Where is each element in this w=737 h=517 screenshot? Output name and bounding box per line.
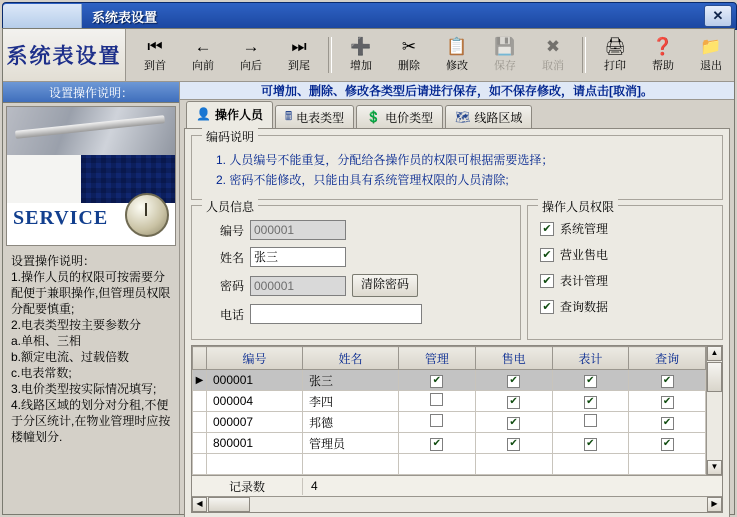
permission-label: 营业售电: [560, 248, 609, 262]
banner-title: 系统表设置: [6, 44, 122, 68]
checkbox-icon[interactable]: [430, 393, 443, 406]
toolbar-button-add[interactable]: [338, 30, 384, 80]
toolbar-button-delete[interactable]: [386, 30, 432, 80]
notice-bar: 可增加、删除、修改各类型后请进行保存，如不保存修改，请点击[取消]。: [180, 82, 734, 100]
checkbox-icon[interactable]: ✔: [661, 396, 674, 409]
toolbar-button-modify[interactable]: [434, 30, 480, 80]
table-row[interactable]: [193, 370, 706, 391]
plus-icon: ➕: [350, 36, 372, 56]
money-icon: 💲: [366, 110, 382, 124]
cell-code: 000001: [207, 370, 303, 391]
cell-query[interactable]: [629, 433, 706, 454]
column-header-name[interactable]: 姓名: [303, 347, 399, 370]
column-header-manage[interactable]: 管理: [399, 347, 476, 370]
tab-label: 线路区域: [474, 110, 523, 125]
scroll-right-icon[interactable]: ▶: [707, 497, 722, 512]
group-title: 人员信息: [202, 198, 258, 215]
scroll-down-icon[interactable]: ▼: [707, 460, 722, 475]
toolbar-button-save[interactable]: [482, 30, 528, 80]
tab-meter-type[interactable]: [275, 105, 354, 128]
scroll-left-icon[interactable]: ◀: [192, 497, 207, 512]
toolbar-button-help[interactable]: [640, 30, 686, 80]
save-icon: 💾: [494, 36, 516, 56]
cell-code: 800001: [207, 433, 303, 454]
coding-explanation-group: [191, 130, 723, 200]
clipboard-icon: 📋: [446, 36, 468, 56]
service-wordmark: SERVICE: [13, 207, 109, 229]
grid-body: [192, 346, 722, 475]
row-marker: [193, 412, 207, 433]
cell-empty: [475, 454, 552, 475]
checkbox-icon[interactable]: ✔: [540, 248, 554, 262]
checkbox-icon[interactable]: ✔: [540, 222, 554, 236]
window-title: 系统表设置: [92, 9, 158, 25]
checkbox-icon[interactable]: [584, 414, 597, 427]
tab-operators[interactable]: [186, 101, 273, 128]
cell-name: 管理员: [303, 433, 399, 454]
tab-price-type[interactable]: [356, 105, 443, 128]
row-marker: [193, 391, 207, 412]
checkbox-icon[interactable]: ✔: [584, 396, 597, 409]
toolbar-separator: [328, 37, 332, 73]
cell-sell[interactable]: [475, 433, 552, 454]
checkbox-icon[interactable]: ✔: [507, 375, 520, 388]
row-marker: ▶: [193, 370, 207, 391]
phone-field[interactable]: [250, 304, 422, 324]
checkbox-icon[interactable]: ✔: [507, 417, 520, 430]
table-row[interactable]: [193, 391, 706, 412]
scissors-icon: ✂: [401, 36, 417, 56]
table-row-empty: [193, 454, 706, 475]
cancel-icon: ✖: [545, 36, 561, 56]
record-count-label: 记录数: [192, 478, 303, 495]
toolbar-button-exit[interactable]: [688, 30, 734, 80]
grid-horizontal-scrollbar[interactable]: [192, 496, 722, 512]
main-frame: [2, 28, 735, 515]
field-row-code: [202, 220, 510, 240]
cell-query[interactable]: [629, 412, 706, 433]
left-pane: [3, 82, 180, 514]
clear-password-button[interactable]: 清除密码: [352, 274, 418, 297]
map-icon: 🗺: [455, 110, 471, 124]
cell-manage[interactable]: [399, 433, 476, 454]
toolbar-label: 删除: [398, 59, 420, 72]
toolbar-button-prev[interactable]: [180, 30, 226, 80]
cell-meter[interactable]: [552, 433, 629, 454]
calculator-icon: 🖩: [284, 108, 293, 123]
checkbox-icon[interactable]: ✔: [661, 438, 674, 451]
cell-empty: [399, 454, 476, 475]
group-title: 编码说明: [202, 128, 258, 145]
first-icon: ⏮: [147, 36, 163, 56]
toolbar-separator: [582, 37, 586, 73]
checkbox-icon[interactable]: ✔: [507, 438, 520, 451]
stopwatch-icon: [125, 193, 169, 237]
cell-name: 邦德: [303, 412, 399, 433]
cell-code: 000004: [207, 391, 303, 412]
toolbar-label: 到首: [144, 59, 166, 72]
checkbox-icon[interactable]: ✔: [661, 375, 674, 388]
arrow-right-icon: →: [242, 36, 260, 56]
title-bar: [2, 2, 737, 30]
cell-empty: [303, 454, 399, 475]
permission-label: 系统管理: [560, 222, 609, 236]
record-count-value: 4: [311, 479, 318, 493]
permission-row-system[interactable]: [540, 220, 712, 237]
middle-row: [191, 200, 723, 340]
row-marker: [193, 433, 207, 454]
photo-blank: [7, 155, 81, 203]
toolbar-label: 到尾: [288, 59, 310, 72]
last-icon: ⏭: [291, 36, 307, 56]
person-info-group: [191, 200, 521, 340]
grid-footer: [192, 475, 722, 496]
cell-sell[interactable]: [475, 391, 552, 412]
title-bar-left-block: [3, 4, 82, 28]
scroll-thumb-horizontal[interactable]: [208, 497, 250, 512]
header-bar: [3, 29, 734, 82]
arrow-left-icon: ←: [194, 36, 212, 56]
cell-query[interactable]: [629, 391, 706, 412]
tab-line-area[interactable]: [445, 105, 532, 128]
cell-empty: [552, 454, 629, 475]
grid-table: [192, 346, 706, 475]
cell-code: 000007: [207, 412, 303, 433]
table-row[interactable]: [193, 412, 706, 433]
permission-label: 表计管理: [560, 274, 609, 288]
toolbar-button-last[interactable]: [276, 30, 322, 80]
toolbar: [126, 29, 734, 81]
checkbox-icon[interactable]: ✔: [507, 396, 520, 409]
tab-strip: [180, 100, 734, 128]
tab-label: 电表类型: [296, 110, 345, 125]
grid-vertical-scrollbar[interactable]: [706, 346, 722, 475]
cell-query[interactable]: [629, 370, 706, 391]
toolbar-label: 取消: [542, 59, 564, 72]
column-header-code[interactable]: 编号: [207, 347, 303, 370]
table-row[interactable]: [193, 433, 706, 454]
cell-sell[interactable]: [475, 412, 552, 433]
cell-sell[interactable]: [475, 370, 552, 391]
operators-grid: [191, 345, 723, 513]
toolbar-label: 增加: [350, 59, 372, 72]
toolbar-label: 修改: [446, 59, 468, 72]
printer-icon: 🖨: [604, 36, 626, 56]
code-field[interactable]: 000001: [250, 220, 346, 240]
grid-photo: [81, 155, 175, 203]
row-marker-header: [193, 347, 207, 370]
phone-label: 电话: [219, 307, 244, 322]
toolbar-label: 向后: [240, 59, 262, 72]
column-header-query[interactable]: 查询: [629, 347, 706, 370]
field-row-name: [202, 247, 510, 267]
grid-header-row: [193, 347, 706, 370]
toolbar-button-cancel[interactable]: [530, 30, 576, 80]
toolbar-label: 帮助: [652, 59, 674, 72]
permissions-group: [527, 200, 723, 340]
row-marker: [193, 454, 207, 475]
checkbox-icon[interactable]: ✔: [430, 438, 443, 451]
permission-row-meter[interactable]: [540, 272, 712, 289]
body: [3, 82, 734, 514]
group-title: 操作人员权限: [538, 198, 618, 215]
cell-name: 李四: [303, 391, 399, 412]
cell-manage[interactable]: [399, 391, 476, 412]
name-field[interactable]: 张三: [250, 247, 346, 267]
question-icon: ❓: [652, 36, 674, 56]
explanation-line: 2. 密码不能修改，只能由具有系统管理权限的人员清除;: [216, 173, 509, 187]
cell-empty: [207, 454, 303, 475]
toolbar-button-print[interactable]: [592, 30, 638, 80]
cell-manage[interactable]: [399, 412, 476, 433]
left-pane-description: 设置操作说明： 1.操作人员的权限可按需要分配便于兼职操作,但管理员权限分配要慎重; 2.电表类型按主要参数分 a.单相、三相 b.额定电流、过载倍数 c.电表常数; 3.电价类型按实际情况填写; 4.线路区域的划分对分租,不便于分区统计,在物业管理时应按楼幢划分.: [6, 249, 176, 511]
toolbar-button-first[interactable]: [132, 30, 178, 80]
column-header-sell[interactable]: 售电: [475, 347, 552, 370]
checkbox-icon[interactable]: ✔: [430, 375, 443, 388]
explanation-line: 1. 人员编号不能重复，分配给各操作员的权限可根据需要选择；: [216, 153, 554, 167]
toolbar-label: 向前: [192, 59, 214, 72]
checkbox-icon[interactable]: ✔: [584, 438, 597, 451]
password-field[interactable]: 000001: [250, 276, 346, 296]
toolbar-label: 退出: [700, 59, 722, 72]
toolbar-label: 保存: [494, 59, 516, 72]
decorative-image: [6, 106, 176, 246]
cell-meter[interactable]: [552, 391, 629, 412]
scroll-up-icon[interactable]: ▲: [707, 346, 722, 361]
cell-empty: [629, 454, 706, 475]
permission-row-sales[interactable]: [540, 246, 712, 263]
tab-label: 电价类型: [385, 110, 434, 125]
folder-icon: 📁: [700, 36, 722, 56]
cell-manage[interactable]: [399, 370, 476, 391]
field-row-phone: [202, 304, 510, 324]
cell-meter[interactable]: [552, 412, 629, 433]
password-label: 密码: [219, 279, 244, 293]
cell-name: 张三: [303, 370, 399, 391]
cell-meter[interactable]: [552, 370, 629, 391]
checkbox-icon[interactable]: ✔: [540, 274, 554, 288]
tools-photo: [7, 107, 175, 161]
name-label: 姓名: [219, 250, 244, 265]
permission-row-query[interactable]: [540, 298, 712, 315]
close-icon[interactable]: ✕: [704, 5, 732, 27]
user-icon: 👤: [196, 107, 211, 121]
toolbar-button-next[interactable]: [228, 30, 274, 80]
app-banner: [3, 29, 126, 81]
column-header-meter[interactable]: 表计: [552, 347, 629, 370]
scroll-thumb[interactable]: [707, 362, 722, 392]
toolbar-label: 打印: [604, 59, 626, 72]
field-row-password: [202, 274, 510, 297]
code-label: 编号: [219, 223, 244, 238]
checkbox-icon[interactable]: ✔: [540, 300, 554, 314]
tab-content-operators: [184, 128, 730, 517]
checkbox-icon[interactable]: ✔: [584, 375, 597, 388]
permission-label: 查询数据: [560, 300, 609, 314]
right-pane: [180, 82, 734, 514]
checkbox-icon[interactable]: ✔: [661, 417, 674, 430]
left-pane-header: 设置操作说明：: [3, 82, 179, 103]
tab-label: 操作人员: [214, 107, 263, 122]
checkbox-icon[interactable]: [430, 414, 443, 427]
